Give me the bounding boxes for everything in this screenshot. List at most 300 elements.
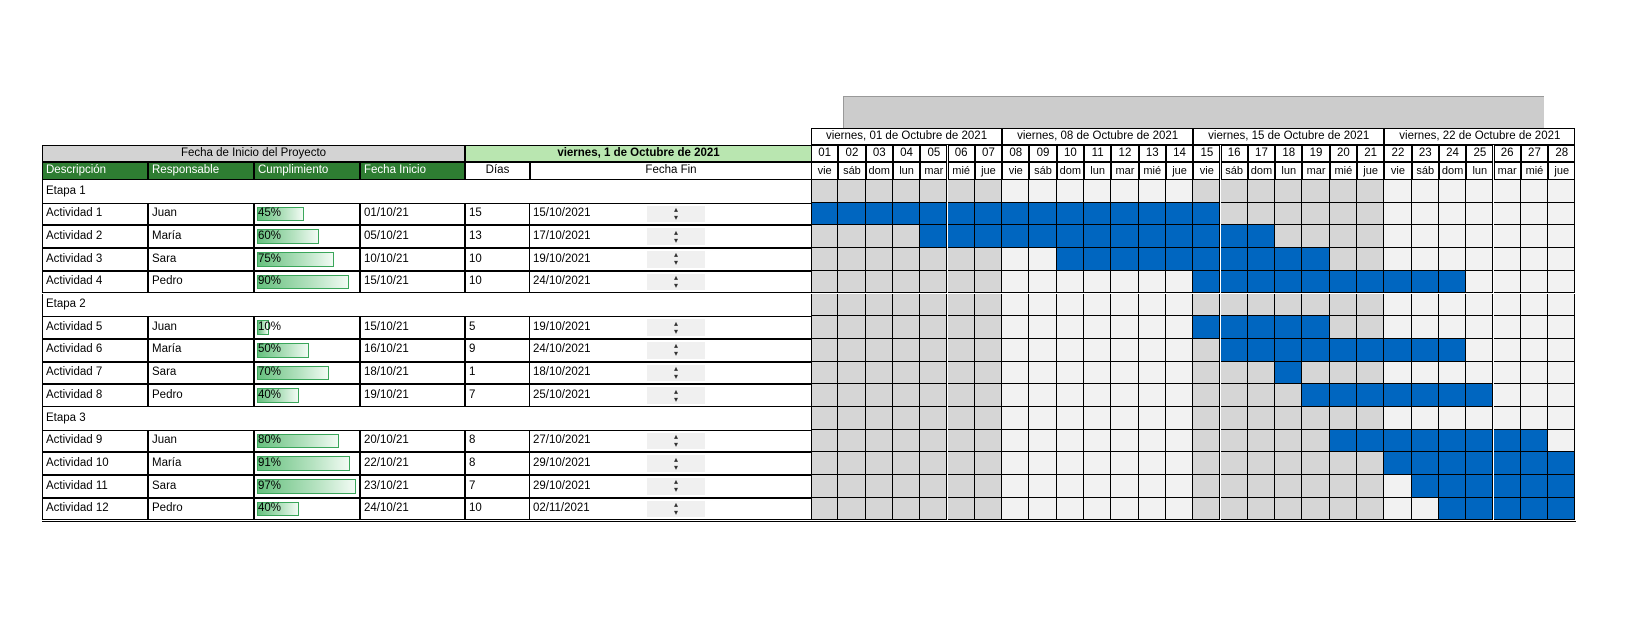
stage-label: Etapa 1 <box>42 180 811 203</box>
day-name-header: sáb <box>1029 162 1056 180</box>
gantt-day-cell <box>866 271 893 294</box>
spinner-down-icon[interactable]: ▾ <box>673 281 678 291</box>
gantt-day-cell <box>1494 384 1521 407</box>
gantt-day-cell <box>1221 498 1248 521</box>
gantt-day-cell <box>811 271 838 294</box>
gantt-day-cell <box>975 316 1002 339</box>
gantt-day-cell <box>1193 339 1220 362</box>
gantt-day-cell <box>1111 362 1138 385</box>
gantt-day-cell <box>811 475 838 498</box>
day-number-header: 02 <box>838 145 865 162</box>
gantt-day-cell <box>1548 407 1575 430</box>
gantt-day-cell <box>1357 407 1384 430</box>
gantt-day-cell <box>1084 362 1111 385</box>
task-description[interactable]: Actividad 12 <box>42 498 148 521</box>
task-days[interactable]: 13 <box>465 225 530 248</box>
gantt-day-cell <box>948 384 975 407</box>
gantt-day-cell <box>811 498 838 521</box>
gantt-day-cell <box>1029 498 1056 521</box>
gantt-day-cell <box>811 248 838 271</box>
gantt-day-cell <box>1084 271 1111 294</box>
task-description[interactable]: Actividad 1 <box>42 203 148 226</box>
gantt-day-cell <box>1275 384 1302 407</box>
gantt-day-cell <box>1029 407 1056 430</box>
spinner-down-icon[interactable]: ▾ <box>673 371 678 381</box>
gantt-bar-cell <box>1221 316 1248 339</box>
gantt-day-cell <box>866 225 893 248</box>
gantt-day-cell <box>948 180 975 203</box>
day-name-header: dom <box>866 162 893 180</box>
day-name-header: lun <box>893 162 920 180</box>
spinner-down-icon[interactable]: ▾ <box>673 394 678 404</box>
gantt-day-cell <box>1466 339 1493 362</box>
gantt-bar-cell <box>1357 271 1384 294</box>
spinner-down-icon[interactable]: ▾ <box>673 213 678 223</box>
gantt-day-cell <box>1466 271 1493 294</box>
project-start-date[interactable]: viernes, 1 de Octubre de 2021 <box>465 145 812 162</box>
gantt-day-cell <box>1002 407 1029 430</box>
gantt-bar-cell <box>975 203 1002 226</box>
gantt-day-cell <box>1302 475 1329 498</box>
gantt-day-cell <box>1084 384 1111 407</box>
gantt-day-cell <box>1384 180 1411 203</box>
task-responsible[interactable]: Pedro <box>148 384 254 407</box>
task-start-date[interactable]: 23/10/21 <box>360 475 465 498</box>
gantt-day-cell <box>1029 452 1056 475</box>
gantt-bar-cell <box>1412 452 1439 475</box>
task-responsible[interactable]: Sara <box>148 248 254 271</box>
gantt-day-cell <box>1494 225 1521 248</box>
gantt-day-cell <box>866 339 893 362</box>
gantt-bar-cell <box>1084 225 1111 248</box>
gantt-day-cell <box>1275 452 1302 475</box>
day-number-header: 15 <box>1193 145 1220 162</box>
gantt-day-cell <box>1521 225 1548 248</box>
gantt-day-cell <box>1384 225 1411 248</box>
task-description[interactable]: Actividad 9 <box>42 430 148 453</box>
task-days[interactable]: 7 <box>465 475 530 498</box>
gantt-day-cell <box>1139 475 1166 498</box>
day-name-header: jue <box>975 162 1002 180</box>
gantt-day-cell <box>1494 339 1521 362</box>
gantt-day-cell <box>866 452 893 475</box>
gantt-day-cell <box>1139 452 1166 475</box>
gantt-day-cell <box>893 180 920 203</box>
gantt-day-cell <box>1029 316 1056 339</box>
task-days[interactable]: 15 <box>465 203 530 226</box>
task-description[interactable]: Actividad 8 <box>42 384 148 407</box>
gantt-day-cell <box>1084 294 1111 317</box>
gantt-day-cell <box>948 498 975 521</box>
spinner-up-icon[interactable]: ▴ <box>673 477 678 487</box>
gantt-day-cell <box>1466 407 1493 430</box>
gantt-day-cell <box>1166 316 1193 339</box>
gantt-day-cell <box>1357 225 1384 248</box>
gantt-day-cell <box>1357 180 1384 203</box>
task-start-date[interactable]: 19/10/21 <box>360 384 465 407</box>
day-number-header: 07 <box>975 145 1002 162</box>
gantt-day-cell <box>1275 407 1302 430</box>
gantt-day-cell <box>1412 203 1439 226</box>
task-start-date[interactable]: 20/10/21 <box>360 430 465 453</box>
gantt-day-cell <box>1166 452 1193 475</box>
day-spinner[interactable] <box>647 365 705 382</box>
gantt-day-cell <box>866 362 893 385</box>
day-number-header: 16 <box>1221 145 1248 162</box>
task-progress-cell[interactable] <box>254 316 360 339</box>
spinner-up-icon[interactable]: ▴ <box>673 227 678 237</box>
task-end-date: 29/10/2021 <box>530 475 642 498</box>
gantt-day-cell <box>1002 362 1029 385</box>
day-spinner[interactable] <box>647 251 705 268</box>
gantt-day-cell <box>1357 362 1384 385</box>
gantt-day-cell <box>838 225 865 248</box>
task-end-date: 19/10/2021 <box>530 248 642 271</box>
gantt-bar-cell <box>1193 248 1220 271</box>
gantt-day-cell <box>866 316 893 339</box>
gantt-day-cell <box>975 407 1002 430</box>
gantt-bar-cell <box>920 225 947 248</box>
gantt-day-cell <box>1521 180 1548 203</box>
spinner-down-icon[interactable]: ▾ <box>673 349 678 359</box>
gantt-day-cell <box>1139 430 1166 453</box>
spinner-down-icon[interactable]: ▾ <box>673 485 678 495</box>
task-description[interactable]: Actividad 11 <box>42 475 148 498</box>
gantt-bar-cell <box>1248 248 1275 271</box>
task-responsible[interactable]: Sara <box>148 475 254 498</box>
gantt-day-cell <box>1084 452 1111 475</box>
day-spinner[interactable] <box>647 206 705 223</box>
gantt-day-cell <box>1002 339 1029 362</box>
gantt-day-cell <box>1221 384 1248 407</box>
gantt-day-cell <box>1221 203 1248 226</box>
gantt-day-cell <box>1302 452 1329 475</box>
gantt-day-cell <box>893 294 920 317</box>
gantt-day-cell <box>1439 225 1466 248</box>
gantt-day-cell <box>975 475 1002 498</box>
gantt-day-cell <box>1193 430 1220 453</box>
gantt-day-cell <box>1057 180 1084 203</box>
task-days[interactable]: 7 <box>465 384 530 407</box>
gantt-day-cell <box>920 452 947 475</box>
gantt-day-cell <box>920 180 947 203</box>
gantt-day-cell <box>1029 362 1056 385</box>
gantt-day-cell <box>1193 294 1220 317</box>
gantt-day-cell <box>893 475 920 498</box>
gantt-bar-cell <box>1357 384 1384 407</box>
gantt-day-cell <box>1384 475 1411 498</box>
gantt-day-cell <box>1548 384 1575 407</box>
gantt-day-cell <box>1002 294 1029 317</box>
day-name-header: mar <box>1302 162 1329 180</box>
spinner-down-icon[interactable]: ▾ <box>673 508 678 518</box>
gantt-day-cell <box>1548 203 1575 226</box>
day-number-header: 11 <box>1084 145 1111 162</box>
day-name-header: lun <box>1466 162 1493 180</box>
gantt-day-cell <box>1521 316 1548 339</box>
task-days[interactable]: 8 <box>465 452 530 475</box>
day-number-header: 03 <box>866 145 893 162</box>
gantt-day-cell <box>1002 475 1029 498</box>
gantt-day-cell <box>1111 407 1138 430</box>
gantt-day-cell <box>1548 225 1575 248</box>
gantt-day-cell <box>1548 430 1575 453</box>
day-spinner[interactable] <box>647 387 705 404</box>
gantt-day-cell <box>1139 271 1166 294</box>
day-spinner[interactable] <box>647 455 705 472</box>
gantt-day-cell <box>1357 452 1384 475</box>
task-end-date: 17/10/2021 <box>530 225 642 248</box>
gantt-day-cell <box>811 384 838 407</box>
day-spinner[interactable] <box>647 433 705 450</box>
task-start-date[interactable]: 15/10/21 <box>360 316 465 339</box>
gantt-day-cell <box>1494 271 1521 294</box>
task-responsible[interactable]: María <box>148 452 254 475</box>
gantt-day-cell <box>920 362 947 385</box>
task-progress-cell[interactable] <box>254 475 360 498</box>
gantt-day-cell <box>1221 430 1248 453</box>
spinner-down-icon[interactable]: ▾ <box>673 326 678 336</box>
gantt-bar-cell <box>1111 203 1138 226</box>
gantt-day-cell <box>1357 498 1384 521</box>
gantt-day-cell <box>1521 248 1548 271</box>
task-description[interactable]: Actividad 4 <box>42 271 148 294</box>
gantt-day-cell <box>948 248 975 271</box>
task-description[interactable]: Actividad 10 <box>42 452 148 475</box>
spinner-up-icon[interactable]: ▴ <box>673 500 678 510</box>
gantt-day-cell <box>1002 248 1029 271</box>
task-responsible[interactable]: Sara <box>148 362 254 385</box>
day-number-header: 17 <box>1248 145 1275 162</box>
task-start-date[interactable]: 01/10/21 <box>360 203 465 226</box>
spinner-up-icon[interactable]: ▴ <box>673 250 678 260</box>
gantt-day-cell <box>893 225 920 248</box>
task-responsible[interactable]: Juan <box>148 316 254 339</box>
day-spinner[interactable] <box>647 478 705 495</box>
gantt-day-cell <box>1412 225 1439 248</box>
task-end-date: 24/10/2021 <box>530 271 642 294</box>
task-start-date[interactable]: 10/10/21 <box>360 248 465 271</box>
task-responsible[interactable]: Pedro <box>148 498 254 521</box>
gantt-day-cell <box>975 294 1002 317</box>
gantt-day-cell <box>811 452 838 475</box>
task-description[interactable]: Actividad 5 <box>42 316 148 339</box>
day-name-header: jue <box>1166 162 1193 180</box>
gantt-day-cell <box>920 248 947 271</box>
day-name-header: jue <box>1548 162 1575 180</box>
gantt-day-cell <box>1084 180 1111 203</box>
gantt-day-cell <box>1548 271 1575 294</box>
day-number-header: 06 <box>948 145 975 162</box>
day-name-header: sáb <box>1412 162 1439 180</box>
task-responsible[interactable]: Juan <box>148 430 254 453</box>
day-number-header: 01 <box>811 145 838 162</box>
gantt-day-cell <box>1057 475 1084 498</box>
gantt-bar-cell <box>811 203 838 226</box>
gantt-day-cell <box>1166 271 1193 294</box>
gantt-day-cell <box>1111 430 1138 453</box>
task-days[interactable]: 10 <box>465 498 530 521</box>
task-responsible[interactable]: Pedro <box>148 271 254 294</box>
task-progress-cell[interactable] <box>254 203 360 226</box>
gantt-bar-cell <box>1357 339 1384 362</box>
gantt-day-cell <box>1521 384 1548 407</box>
day-spinner[interactable] <box>647 228 705 245</box>
task-progress-cell[interactable] <box>254 271 360 294</box>
col-header-responsable: Responsable <box>148 162 254 180</box>
day-spinner[interactable] <box>647 501 705 518</box>
task-days[interactable]: 10 <box>465 271 530 294</box>
progress-label: 50% <box>258 343 282 356</box>
task-progress-cell[interactable] <box>254 339 360 362</box>
stage-label: Etapa 2 <box>42 294 811 317</box>
gantt-day-cell <box>1057 430 1084 453</box>
task-responsible[interactable]: María <box>148 339 254 362</box>
day-name-header: vie <box>1384 162 1411 180</box>
day-number-header: 26 <box>1494 145 1521 162</box>
gantt-day-cell <box>1111 271 1138 294</box>
task-progress-cell[interactable] <box>254 430 360 453</box>
task-end-date: 27/10/2021 <box>530 430 642 453</box>
gantt-day-cell <box>1221 294 1248 317</box>
task-progress-cell[interactable] <box>254 225 360 248</box>
gantt-day-cell <box>1111 475 1138 498</box>
gantt-day-cell <box>920 339 947 362</box>
task-days[interactable]: 5 <box>465 316 530 339</box>
task-progress-cell[interactable] <box>254 452 360 475</box>
task-days[interactable]: 8 <box>465 430 530 453</box>
task-progress-cell[interactable] <box>254 498 360 521</box>
task-progress-cell[interactable] <box>254 384 360 407</box>
task-start-date[interactable]: 18/10/21 <box>360 362 465 385</box>
gantt-day-cell <box>838 407 865 430</box>
gantt-day-cell <box>1330 203 1357 226</box>
task-progress-cell[interactable] <box>254 362 360 385</box>
task-description[interactable]: Actividad 2 <box>42 225 148 248</box>
gantt-day-cell <box>1057 384 1084 407</box>
spinner-down-icon[interactable]: ▾ <box>673 258 678 268</box>
gantt-day-cell <box>1084 498 1111 521</box>
spinner-up-icon[interactable]: ▴ <box>673 363 678 373</box>
gantt-bar-cell <box>1139 248 1166 271</box>
gantt-bar-cell <box>1439 430 1466 453</box>
task-description[interactable]: Actividad 7 <box>42 362 148 385</box>
spinner-up-icon[interactable]: ▴ <box>673 454 678 464</box>
gantt-day-cell <box>838 430 865 453</box>
gantt-day-cell <box>1221 452 1248 475</box>
gantt-bar-cell <box>1494 498 1521 521</box>
day-number-header: 24 <box>1439 145 1466 162</box>
gantt-day-cell <box>1002 271 1029 294</box>
day-spinner[interactable] <box>647 342 705 359</box>
task-end-date: 18/10/2021 <box>530 362 642 385</box>
spinner-up-icon[interactable]: ▴ <box>673 386 678 396</box>
task-start-date[interactable]: 22/10/21 <box>360 452 465 475</box>
task-start-date[interactable]: 05/10/21 <box>360 225 465 248</box>
task-days[interactable]: 10 <box>465 248 530 271</box>
task-responsible[interactable]: Juan <box>148 203 254 226</box>
gantt-day-cell <box>1139 316 1166 339</box>
task-start-date[interactable]: 16/10/21 <box>360 339 465 362</box>
gantt-day-cell <box>1330 407 1357 430</box>
gantt-day-cell <box>1057 452 1084 475</box>
gantt-day-cell <box>1248 452 1275 475</box>
task-days[interactable]: 1 <box>465 362 530 385</box>
spinner-up-icon[interactable]: ▴ <box>673 273 678 283</box>
spinner-down-icon[interactable]: ▾ <box>673 462 678 472</box>
gantt-day-cell <box>1357 203 1384 226</box>
day-name-header: jue <box>1357 162 1384 180</box>
gantt-day-cell <box>1057 362 1084 385</box>
gantt-day-cell <box>1248 475 1275 498</box>
spinner-down-icon[interactable]: ▾ <box>673 440 678 450</box>
gantt-day-cell <box>1166 430 1193 453</box>
gantt-day-cell <box>1193 180 1220 203</box>
gantt-bar-cell <box>1057 225 1084 248</box>
gantt-day-cell <box>1139 180 1166 203</box>
spinner-up-icon[interactable]: ▴ <box>673 341 678 351</box>
spinner-down-icon[interactable]: ▾ <box>673 235 678 245</box>
task-end-date: 19/10/2021 <box>530 316 642 339</box>
day-spinner[interactable] <box>647 319 705 336</box>
gantt-day-cell <box>948 362 975 385</box>
gantt-day-cell <box>1302 294 1329 317</box>
gantt-day-cell <box>866 248 893 271</box>
spinner-up-icon[interactable]: ▴ <box>673 205 678 215</box>
task-end-date: 02/11/2021 <box>530 498 642 521</box>
gantt-day-cell <box>1548 248 1575 271</box>
gantt-day-cell <box>920 430 947 453</box>
gantt-day-cell <box>838 248 865 271</box>
task-start-date[interactable]: 24/10/21 <box>360 498 465 521</box>
spinner-up-icon[interactable]: ▴ <box>673 318 678 328</box>
gantt-day-cell <box>1029 180 1056 203</box>
gantt-bar-cell <box>1029 203 1056 226</box>
task-description[interactable]: Actividad 6 <box>42 339 148 362</box>
spinner-up-icon[interactable]: ▴ <box>673 432 678 442</box>
gantt-day-cell <box>1384 362 1411 385</box>
task-progress-cell[interactable] <box>254 248 360 271</box>
gantt-day-cell <box>893 498 920 521</box>
gantt-day-cell <box>811 430 838 453</box>
gantt-day-cell <box>811 294 838 317</box>
gantt-day-cell <box>893 271 920 294</box>
gantt-bar-cell <box>1248 339 1275 362</box>
day-spinner[interactable] <box>647 274 705 291</box>
gantt-day-cell <box>838 180 865 203</box>
gantt-bar-cell <box>1139 225 1166 248</box>
gantt-day-cell <box>975 498 1002 521</box>
task-days[interactable]: 9 <box>465 339 530 362</box>
task-responsible[interactable]: María <box>148 225 254 248</box>
gantt-bar-cell <box>1439 384 1466 407</box>
gantt-bar-cell <box>1330 339 1357 362</box>
gantt-day-cell <box>1248 294 1275 317</box>
gantt-day-cell <box>1029 248 1056 271</box>
day-name-header: vie <box>1193 162 1220 180</box>
gantt-day-cell <box>975 271 1002 294</box>
task-start-date[interactable]: 15/10/21 <box>360 271 465 294</box>
gantt-day-cell <box>893 452 920 475</box>
gantt-bar-cell <box>948 203 975 226</box>
gantt-day-cell <box>948 407 975 430</box>
gantt-day-cell <box>948 316 975 339</box>
gantt-day-cell <box>1412 294 1439 317</box>
gantt-bar-cell <box>1221 339 1248 362</box>
task-description[interactable]: Actividad 3 <box>42 248 148 271</box>
gantt-day-cell <box>1111 180 1138 203</box>
gantt-day-cell <box>1029 271 1056 294</box>
